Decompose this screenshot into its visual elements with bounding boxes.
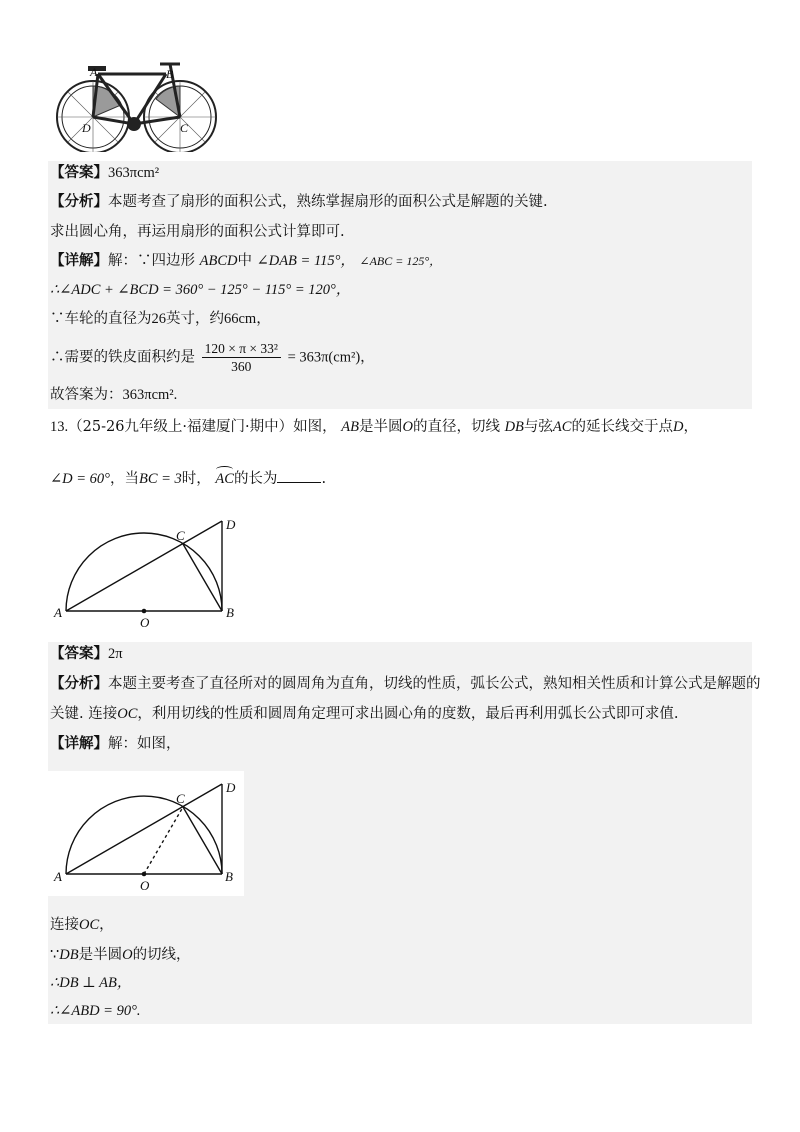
analysis-line-2a: 【分析】本题主要考查了直径所对的圆周角为直角，切线的性质，弧长公式，熟知相关性质和计算公式是解题的 bbox=[50, 675, 761, 692]
detail-line-1: 【详解】解：∵四边形 ABCD中 ∠DAB = 115°， ∠ABC = 125°， bbox=[50, 252, 442, 269]
question-13-line2: ∠D = 60°，当BC = 3时， AC的长为 . bbox=[50, 468, 326, 489]
connect-line: 连接OC， bbox=[50, 917, 114, 933]
solution-label-a: A bbox=[54, 869, 62, 884]
final-answer-1: 故答案为：363πcm². bbox=[50, 387, 178, 403]
detail-step4: ∴需要的铁皮面积约是 $\frac{\text{120 × π × 33²}}{360}$ = 363π(cm²)， bbox=[50, 341, 375, 374]
perpendicular-line: ∴DB ⊥ AB， bbox=[50, 975, 132, 991]
answer-value: 2π bbox=[108, 646, 123, 662]
question-figure bbox=[50, 515, 250, 630]
analysis-line-1a: 【分析】本题考查了扇形的面积公式，熟练掌握扇形的面积公式是解题的关键. bbox=[50, 193, 548, 210]
area-fraction: $\frac{\text{120 × π × 33²}}{360}$ bbox=[202, 340, 281, 375]
answer-line-1: 【答案】363πcm² bbox=[50, 164, 160, 181]
bike-label-a: A bbox=[90, 65, 98, 79]
figure-label-b: B bbox=[226, 605, 234, 620]
detail-step2: ∴∠ADC + ∠BCD = 360° − 125° − 115° = 120°， bbox=[50, 282, 351, 298]
answer-value: 363πcm² bbox=[108, 165, 160, 181]
solution-label-d: D bbox=[226, 780, 236, 795]
answer-blank bbox=[277, 468, 321, 483]
bike-label-b: B bbox=[166, 67, 174, 81]
analysis-line-1b: 求出圆心角，再运用扇形的面积公式计算即可. bbox=[50, 224, 345, 240]
bike-label-d: D bbox=[82, 121, 91, 135]
arc-ac-symbol: AC bbox=[215, 471, 234, 487]
figure-label-o: O bbox=[140, 615, 150, 630]
right-angle-line: ∴∠ABD = 90°. bbox=[50, 1003, 141, 1019]
analysis-line-2b: 关键. 连接OC，利用切线的性质和圆周角定理可求出圆心角的度数，最后再利用弧长公式即可求值. bbox=[50, 706, 679, 722]
bike-label-c: C bbox=[180, 121, 189, 135]
bicycle-figure bbox=[48, 52, 228, 152]
solution-label-o: O bbox=[140, 878, 150, 893]
question-13-line1: 13.（25-26九年级上·福建厦门·期中）如图， AB是半圆O的直径，切线 DB与弦AC的延长线交于点D， bbox=[50, 419, 698, 435]
tangent-line: ∵DB是半圆O的切线， bbox=[50, 947, 191, 963]
figure-label-a: A bbox=[54, 605, 62, 620]
detail-step3: ∵车轮的直径为26英寸，约66cm， bbox=[50, 311, 271, 327]
solution-figure bbox=[48, 771, 244, 896]
answer-line-2: 【答案】2π bbox=[50, 645, 123, 662]
figure-label-d: D bbox=[226, 517, 236, 532]
detail-line-2: 【详解】解：如图， bbox=[50, 735, 181, 752]
solution-label-c: C bbox=[176, 791, 185, 806]
figure-label-c: C bbox=[176, 528, 185, 543]
solution-label-b: B bbox=[225, 869, 233, 884]
